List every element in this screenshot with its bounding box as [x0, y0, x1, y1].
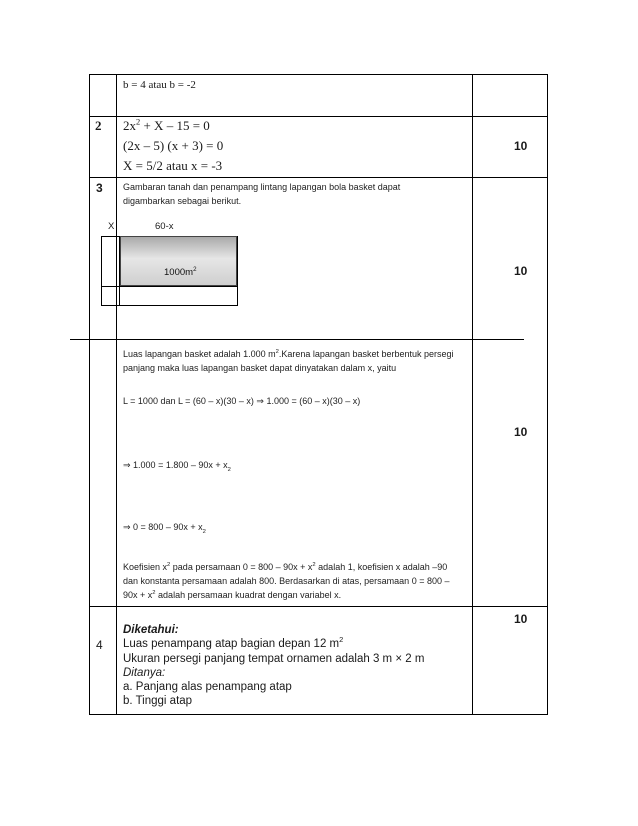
row2-equation-1-rest: + X – 15 = 0 [140, 118, 210, 133]
table-column-divider-1 [116, 74, 117, 714]
row4-line-2: Ukuran persegi panjang tempat ornamen adalah 3 m × 2 m [123, 653, 425, 665]
court-area-label [164, 267, 197, 278]
table-border-top [89, 74, 548, 75]
row3-paragraph-line-1 [123, 348, 454, 360]
row-divider-1 [89, 116, 548, 117]
row3-equation-3-exponent: 2 [202, 528, 206, 535]
separator-line [70, 339, 524, 340]
row4-number: 4 [96, 638, 103, 652]
row2-equation-1 [123, 118, 210, 134]
row3-intro-line-1: Gambaran tanah dan penampang lintang lapangan bola basket dapat [123, 182, 401, 192]
coef-a: Koefisien x [123, 562, 168, 572]
row2-number: 2 [95, 118, 102, 133]
row2-equation-1-exponent: 2 [136, 116, 141, 127]
row3-equation-3-base: ⇒ 0 = 800 – 90x + x [123, 522, 203, 532]
court-area-exponent: 2 [193, 265, 197, 273]
coef-line3-b: adalah persamaan kuadrat dengan variabel x. [155, 590, 342, 600]
row3-equation-2-exponent: 2 [227, 466, 231, 473]
table-column-divider-2 [472, 74, 473, 714]
coef-sup-2: 2 [312, 562, 316, 568]
row-divider-3 [89, 606, 548, 607]
row4-item-a: a. Panjang alas penampang atap [123, 681, 292, 693]
row1-text: b = 4 atau b = -2 [123, 79, 196, 91]
coef-c: adalah 1, koefisien x adalah –90 [315, 562, 448, 572]
row3-number: 3 [96, 181, 103, 195]
row3-equation-2 [123, 459, 231, 476]
row3-paragraph-line-1-b: .Karena lapangan basket berbentuk persegi [278, 349, 454, 359]
diagram-label-x: X [108, 221, 115, 232]
row3-coefficient-line-2: dan konstanta persamaan adalah 800. Berdasarkan di atas, persamaan 0 = 800 – [123, 576, 450, 586]
row3-equation-1: L = 1000 dan L = (60 – x)(30 – x) ⇒ 1.000 = (60 – x)(30 – x) [123, 396, 361, 406]
row4-score: 10 [514, 612, 528, 626]
row2-equation-3: X = 5/2 atau x = -3 [123, 158, 223, 173]
coef-sup-1: 2 [167, 562, 171, 568]
land-bottom-divider [101, 286, 238, 287]
coef-line3-sup: 2 [152, 590, 156, 596]
table-border-right [547, 74, 548, 714]
row4-item-b: b. Tinggi atap [123, 695, 193, 707]
row3-paragraph-line-2: panjang maka luas lapangan basket dapat dinyatakan dalam x, yaitu [123, 363, 397, 373]
row-divider-2 [89, 177, 548, 178]
row3-coefficient-line-3 [123, 589, 341, 601]
row2-equation-1-base: 2x [123, 118, 136, 133]
row3-score: 10 [514, 264, 528, 278]
court-area-value: 1000m [164, 267, 194, 278]
table-border-left [89, 74, 90, 714]
table-border-bottom [89, 714, 548, 715]
row3-coefficient-line-1 [123, 561, 447, 573]
row4-line-1-exponent: 2 [339, 635, 344, 645]
coef-line3-a: 90x + x [123, 590, 153, 600]
row3b-score: 10 [514, 425, 528, 439]
row3-paragraph-exponent: 2 [275, 349, 279, 355]
row3-paragraph-line-1-a: Luas lapangan basket adalah 1.000 m [123, 349, 276, 359]
row2-equation-2: (2x – 5) (x + 3) = 0 [123, 138, 224, 153]
row4-line-1-text: Luas penampang atap bagian depan 12 m [123, 638, 340, 650]
row2-score: 10 [514, 139, 528, 153]
row3-intro-line-2: digambarkan sebagai berikut. [123, 196, 242, 206]
row3-equation-2-base: ⇒ 1.000 = 1.800 – 90x + x [123, 460, 228, 470]
row4-ditanya: Ditanya: [123, 667, 166, 679]
row3-equation-3 [123, 521, 206, 538]
row4-diketahui: Diketahui: [123, 624, 179, 636]
diagram-label-width: 60-x [155, 221, 174, 232]
row4-line-1 [123, 637, 343, 651]
basketball-court [120, 236, 237, 286]
coef-b: pada persamaan 0 = 800 – 90x + x [170, 562, 313, 572]
